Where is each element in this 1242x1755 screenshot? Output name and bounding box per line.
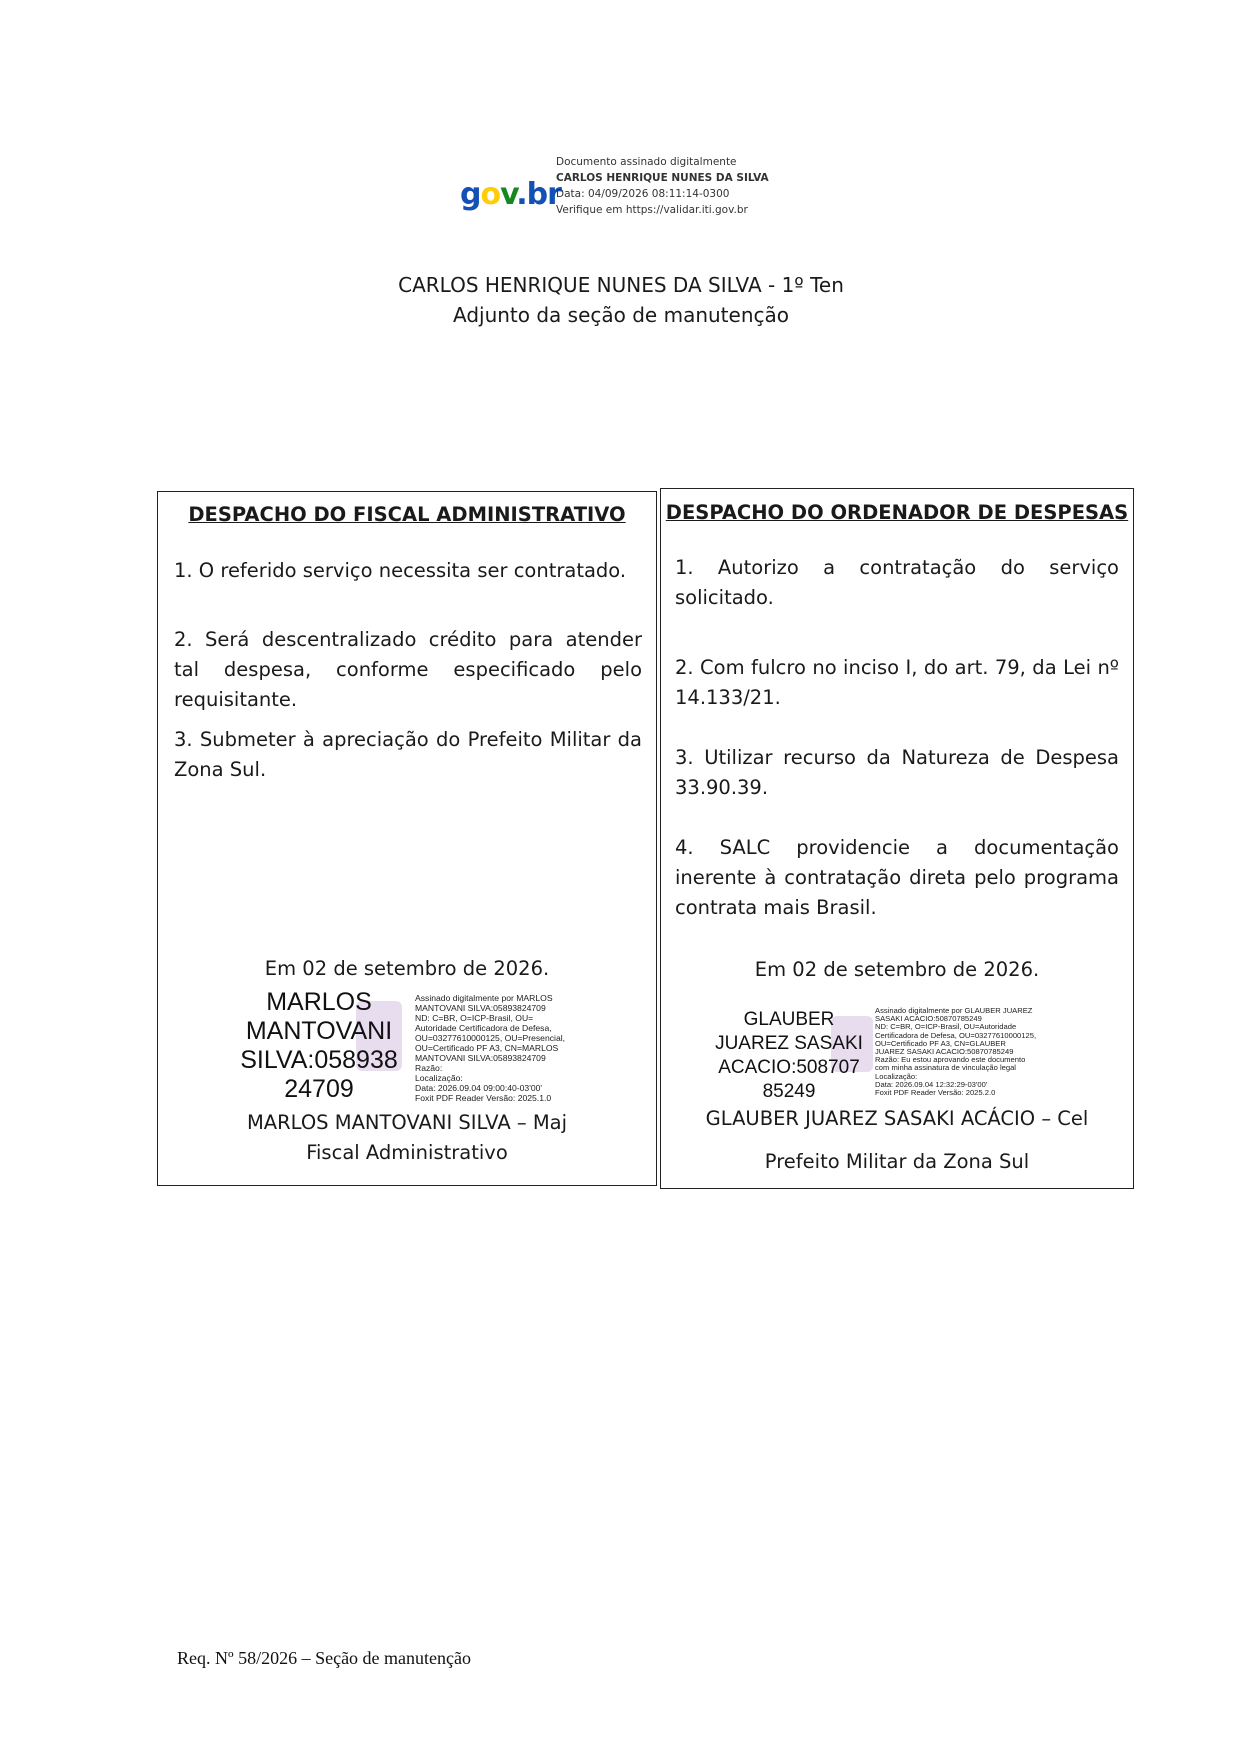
signature-detail-line: Localização: [415,1073,463,1083]
svg-text:gov.br: gov.br [460,177,561,212]
signature-name-line: 85249 [762,1081,816,1102]
govbr-signature-stamp [460,154,769,224]
signer-role: Adjunto da seção de manutenção [452,303,789,327]
signature-name-line: GLAUBER [743,1009,835,1030]
signature-detail-line: Razão: Eu estou aprovando este documento [875,1055,1026,1065]
paragraph-2: 2. Será descentralizado crédito para atender tal despesa, conforme especificado pelo requisitante. [174,628,642,711]
signer-name: MARLOS MANTOVANI SILVA – Maj [246,1111,568,1134]
signature-detail-line: Autoridade Certificadora de Defesa, [415,1023,552,1033]
signature-detail-line: MANTOVANI SILVA:05893824709 [415,1053,546,1063]
signature-name-line: SILVA:058938 [240,1046,398,1074]
signature-detail-line: JUAREZ SASAKI ACACIO:50870785249 [875,1047,1014,1057]
signer-name: GLAUBER JUAREZ SASAKI ACÁCIO – Cel [705,1107,1089,1130]
govbr-stamp-line1: Documento assinado digitalmente [556,156,737,168]
govbr-stamp-verify: Verifique em https://validar.iti.gov.br [556,204,748,216]
paragraph-3: 3. Submeter à apreciação do Prefeito Militar da Zona Sul. [174,728,642,781]
signature-detail-line: SASAKI ACACIO:50870785249 [875,1014,982,1024]
signature-detail-line: Data: 2026.09.04 12:32:29-03'00' [875,1079,988,1089]
signature-detail-line: com minha assinatura de vinculação legal [875,1063,1016,1073]
date-line: Em 02 de setembro de 2026. [754,958,1040,981]
signature-detail-line: Certificadora de Defesa, OU=03277610000125, [875,1030,1037,1040]
panel-title: DESPACHO DO FISCAL ADMINISTRATIVO [188,503,626,526]
panel-title: DESPACHO DO ORDENADOR DE DESPESAS [665,501,1129,524]
signature-name-line: ACACIO:508707 [718,1057,860,1078]
signature-name-line: JUAREZ SASAKI [715,1033,863,1054]
footer-reference: Req. Nº 58/2026 – Seção de manutenção [177,1648,472,1668]
ordenador-despesas-panel [660,488,1134,1189]
signature-detail-line: Razão: [415,1063,443,1073]
signer-role: Fiscal Administrativo [306,1141,508,1164]
govbr-stamp-date: Data: 04/09/2026 08:11:14-0300 [556,188,730,200]
signature-details [875,1007,1036,1097]
paragraph-1: 1. O referido serviço necessita ser contratado. [174,559,627,582]
govbr-stamp-text [556,154,769,218]
signature-details [415,993,565,1103]
signature-detail-line: Foxit PDF Reader Versão: 2025.1.0 [415,1093,552,1103]
signer-role: Prefeito Militar da Zona Sul [764,1150,1030,1173]
signature-name-line: 24709 [284,1075,354,1103]
signer-block [0,270,1242,330]
signature-detail-line: Assinado digitalmente por MARLOS [415,993,553,1003]
govbr-logo [460,174,561,212]
signature-name-line: MANTOVANI [245,1017,393,1045]
paragraph-2: 2. Com fulcro no inciso I, do art. 79, da Lei nº 14.133/21. [675,656,1119,709]
date-line: Em 02 de setembro de 2026. [264,957,550,980]
paragraph-1: 1. Autorizo a contratação do serviço solicitado. [675,556,1119,609]
govbr-stamp-signer: CARLOS HENRIQUE NUNES DA SILVA [556,172,769,184]
signature-name-line: MARLOS [266,988,372,1016]
paragraph-3: 3. Utilizar recurso da Natureza de Despesa 33.90.39. [675,746,1119,799]
fiscal-administrativo-panel [157,491,657,1186]
signature-detail-line: Data: 2026.09.04 09:00:40-03'00' [415,1083,543,1093]
signature-detail-line: Foxit PDF Reader Versão: 2025.2.0 [875,1088,996,1098]
signature-name [707,1008,871,1104]
signature-detail-line: ND: C=BR, O=ICP-Brasil, OU=Autoridade [875,1022,1017,1032]
signature-detail-line: OU=03277610000125, OU=Presencial, [415,1033,566,1043]
signature-detail-line: MANTOVANI SILVA:05893824709 [415,1003,546,1013]
signature-detail-line: ND: C=BR, O=ICP-Brasil, OU= [415,1013,534,1023]
signature-detail-line: Assinado digitalmente por GLAUBER JUAREZ [875,1006,1033,1015]
signature-detail-line: OU=Certificado PF A3, CN=GLAUBER [875,1038,1006,1048]
paragraph-4: 4. SALC providencie a documentação inerente à contratação direta pelo programa contrata mais Brasil. [675,836,1119,919]
signature-detail-line: OU=Certificado PF A3, CN=MARLOS [415,1043,559,1053]
signer-name-rank: CARLOS HENRIQUE NUNES DA SILVA - 1º Ten [398,273,844,297]
signature-detail-line: Localização: [875,1071,918,1081]
signature-name [238,988,400,1104]
